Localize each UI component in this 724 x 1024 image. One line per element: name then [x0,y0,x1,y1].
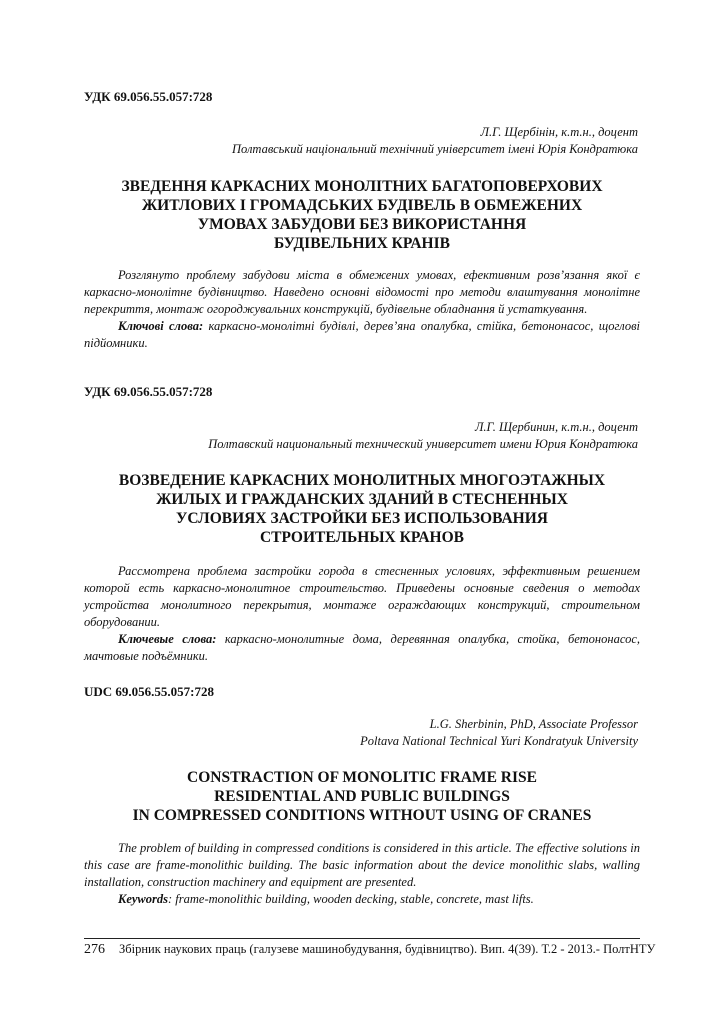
ua-abstract-block [84,267,640,352]
ua-author-block [232,124,638,158]
ru-title-line: ЖИЛЫХ И ГРАЖДАНСКИХ ЗДАНИЙ В СТЕСНЕННЫХ [156,491,568,508]
en-author: L.G. Sherbinin, PhD, Associate Professor [429,717,638,731]
ua-title-line: ЖИТЛОВИХ І ГРОМАДСЬКИХ БУДІВЕЛЬ В ОБМЕЖЕНИХ [141,197,583,214]
ua-author: Л.Г. Щербінін, к.т.н., доцент [480,125,638,139]
ru-abstract: Рассмотрена проблема застройки города в стесненных условиях, эффективным решением которой есть каркасно-монолитное строительство. Приведены основные сведения о методах устройства монолитного перекрытия, монтаже ограждающих конструкций, строительном оборудовании. [84,564,640,629]
ru-keywords-label: Ключевые слова: [118,632,217,646]
ua-keywords-paragraph [84,318,640,352]
en-udc: UDC 69.056.55.057:728 [84,684,214,699]
ru-title-line: ВОЗВЕДЕНИЕ КАРКАСНИХ МОНОЛИТНЫХ МНОГОЭТАЖНЫХ [118,472,606,489]
page-footer [84,942,655,958]
en-keywords-paragraph [84,891,640,908]
ru-title-line: СТРОИТЕЛЬНЫХ КРАНОВ [259,529,464,546]
en-author-block [360,716,638,750]
ua-title-line: УМОВАХ ЗАБУДОВИ БЕЗ ВИКОРИСТАННЯ [197,216,527,233]
ru-keywords: каркасно-монолитные дома, деревянная опалубка, стойка, бетононасос, мачтовые подъёмники. [84,632,640,663]
en-title [84,768,640,825]
ua-title-line: БУДІВЕЛЬНИХ КРАНІВ [273,235,450,252]
ua-title [84,177,640,253]
en-title-line: RESIDENTIAL AND PUBLIC BUILDINGS [214,788,510,805]
page-number: 276 [84,942,105,957]
ua-affiliation: Полтавський національний технічний університет імені Юрія Кондратюка [232,142,638,156]
ua-keywords-label: Ключові слова: [118,319,204,333]
ru-keywords-paragraph [84,631,640,665]
ru-udc: УДК 69.056.55.057:728 [84,384,213,399]
ua-udc: УДК 69.056.55.057:728 [84,89,213,104]
ru-affiliation: Полтавский национальный технический университет имени Юрия Кондратюка [208,437,638,451]
en-affiliation: Poltava National Technical Yuri Kondratyuk University [360,734,638,748]
en-abstract-block [84,840,640,908]
ru-author-block [208,419,638,453]
en-keywords: : frame-monolithic building, wooden decking, stable, concrete, mast lifts. [168,892,534,906]
ua-title-line: ЗВЕДЕННЯ КАРКАСНИХ МОНОЛІТНИХ БАГАТОПОВЕРХОВИХ [121,178,603,195]
journal-citation: Збірник наукових праць (галузеве машинобудування, будівництво). Вип. 4(39). Т.2 - 2013.- ПолтНТУ [119,942,656,956]
en-keywords-label: Keywords [118,892,168,906]
footer-divider [84,938,640,939]
ru-title-line: УСЛОВИЯХ ЗАСТРОЙКИ БЕЗ ИСПОЛЬЗОВАНИЯ [176,510,548,527]
ua-keywords: каркасно-монолітні будівлі, дерев’яна опалубка, стійка, бетононасос, щоглові підйомники. [84,319,641,350]
en-title-line: CONSTRACTION OF MONOLITIC FRAME RISE [187,769,537,786]
ru-title [84,471,640,547]
ru-author: Л.Г. Щербинин, к.т.н., доцент [474,420,638,434]
ru-abstract-block [84,563,640,665]
ua-abstract: Розглянуто проблему забудови міста в обмежених умовах, ефективним розв’язання якої є каркасно-монолітне будівництво. Наведено основні відомості про методи влаштування монолітне перекриття, монтаж огороджувальних конструкцій, будівельне обладнання й устаткування. [84,268,640,316]
en-title-line: IN COMPRESSED CONDITIONS WITHOUT USING OF CRANES [132,807,592,824]
en-abstract: The problem of building in compressed conditions is considered in this article. The effective solutions in this case are frame-monolithic building. The basic information about the device monolithic slabs, walling installation, construction machinery and equipment are presented. [84,841,640,889]
